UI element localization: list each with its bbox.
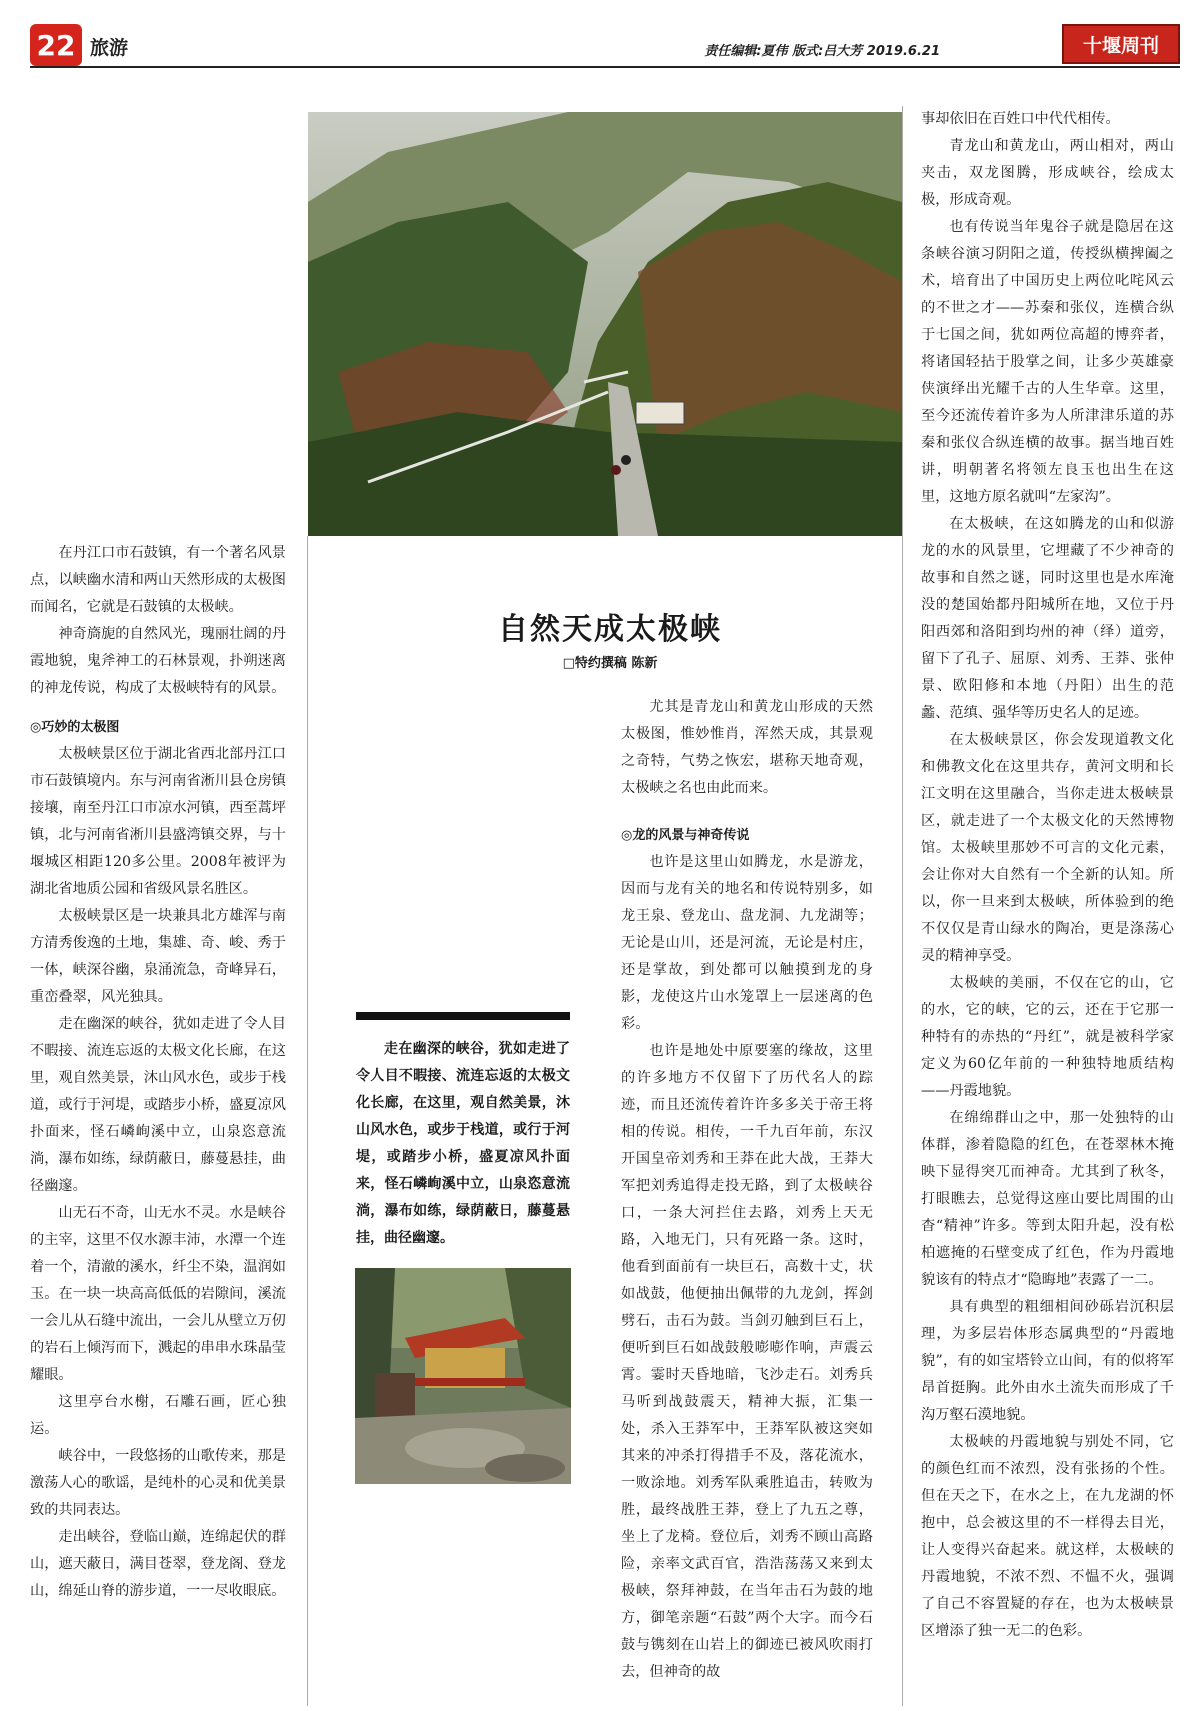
paragraph: 青龙山和黄龙山，两山相对，两山夹击，双龙图腾，形成峡谷，绘成太极，形成奇观。 [921, 138, 1174, 208]
paragraph: 也有传说当年鬼谷子就是隐居在这条峡谷演习阴阳之道，传授纵横捭阖之术，培育出了中国历史上两位叱咤风云的不世之才——苏秦和张仪，连横合纵于七国之间，犹如两位高超的博弈者，将诸国轻拈于股掌之间，让多少英雄豪侠演绎出光耀千古的人生华章。这里，至今还流传着许多为人所津津乐道的苏秦和张仪合纵连横的故事。据当地百姓讲，明朝著名将领左良玉也出生在这里，这地方原名就叫“左家沟”。 [921, 219, 1174, 505]
pull-quote-bar [356, 1012, 570, 1020]
paragraph: 太极峡的美丽，不仅在它的山，它的水，它的峡，它的云，还在于它那一种特有的赤热的“丹红”，就是被科学家定义为60亿年前的一种独特地质结构——丹霞地貌。 [921, 975, 1174, 1099]
paragraph: 在太极峡景区，你会发现道教文化和佛教文化在这里共存，黄河文明和长江文明在这里融合，当你走进太极峡景区，就走进了一个太极文化的天然博物馆。太极峡里那妙不可言的文化元素，会让你对大自然有一个全新的认知。所以，你一旦来到太极峡，所体验到的绝不仅仅是青山绿水的陶冶，更是涤荡心灵的精神享受。 [921, 732, 1174, 964]
column-divider [902, 106, 903, 1706]
paragraph: 神奇旖旎的自然风光，瑰丽壮阔的丹霞地貌，鬼斧神工的石林景观，扑朔迷离的神龙传说，构成了太极峡特有的风景。 [30, 626, 286, 696]
paragraph: 具有典型的粗细相间砂砾岩沉积层理，为多层岩体形态属典型的“丹霞地貌”，有的如宝塔铃立山间，有的似将军昂首挺胸。此外由水土流失而形成了千沟万壑石漠地貌。 [921, 1299, 1174, 1423]
subheading: ◎巧妙的太极图 [30, 720, 120, 735]
pull-quote: 走在幽深的峡谷，犹如走进了令人目不暇接、流连忘返的太极文化长廊，在这里，观自然美景，沐山风水色，或步于栈道，或行于河堤，或踏步小桥，盛夏凉风扑面来，怪石嶙峋溪中立，山泉恣意流淌，瀑布如练，绿荫蔽日，藤蔓悬挂，曲径幽邃。 [356, 1041, 570, 1246]
paragraph: 事却依旧在百姓口中代代相传。 [921, 111, 1120, 127]
masthead-logo: 十堰周刊 [1062, 24, 1180, 64]
article-column-4 [921, 106, 1174, 1645]
article-byline: □特约撰稿 陈新 [562, 656, 658, 671]
paragraph: 太极峡景区是一块兼具北方雄浑与南方清秀俊逸的土地，集雄、奇、峻、秀于一体，峡深谷幽，泉涌流急，奇峰异石，重峦叠翠，风光独具。 [30, 908, 286, 1005]
paragraph: 山无石不奇，山无水不灵。水是峡谷的主宰，这里不仅水源丰沛，水潭一个连着一个，清澈的溪水，纤尘不染，温润如玉。在一块一块高高低低的岩隙间，溪流一会儿从石缝中流出，一会儿从壁立万仞的岩石上倾泻而下，溅起的串串水珠晶莹耀眼。 [30, 1205, 286, 1383]
paragraph: 在太极峡，在这如腾龙的山和似游龙的水的风景里，它埋藏了不少神奇的故事和自然之谜，同时这里也是水库淹没的楚国始都丹阳城所在地，又位于丹阳西郊和洛阳到均州的神（绎）道旁，留下了孔子、屈原、刘秀、王莽、张仲景、欧阳修和本地（丹阳）出生的范蠡、范缜、强华等历史名人的足迹。 [921, 516, 1174, 721]
paragraph: 在绵绵群山之中，那一处独特的山体群，渗着隐隐的红色，在苍翠林木掩映下显得突兀而神奇。尤其到了秋冬，打眼瞧去，总觉得这座山要比周围的山杳“精神”许多。等到太阳升起，没有松柏遮掩的石壁变成了红色，作为丹霞地貌该有的特点才“隐晦地”表露了一二。 [921, 1110, 1174, 1288]
mountain-landscape-photo [308, 112, 902, 536]
paragraph: 在丹江口市石鼓镇，有一个著名风景点，以峡幽水清和两山天然形成的太极图而闻名，它就是石鼓镇的太极峡。 [30, 545, 286, 615]
paragraph: 太极峡的丹霞地貌与别处不同，它的颜色红而不浓烈，没有张扬的个性。但在天之下，在水之上，在九龙湖的怀抱中，总会被这里的不一样得去目光，让人变得兴奋起来。就这样，太极峡的丹霞地貌，不浓不烈、不愠不火，强调了自己不容置疑的存在，也为太极峡景区增添了独一无二的色彩。 [921, 1434, 1174, 1639]
paragraph: 峡谷中，一段悠扬的山歌传来，那是激荡人心的歌谣，是纯朴的心灵和优美景致的共同表达。 [30, 1448, 286, 1518]
column-divider [307, 536, 308, 1706]
subheading: ◎龙的风景与神奇传说 [621, 828, 750, 843]
page-number: 22 [30, 24, 82, 66]
paragraph: 走在幽深的峡谷，犹如走进了令人目不暇接、流连忘返的太极文化长廊，在这里，观自然美景，沐山风水色，或步于栈道，或行于河堤，或踏步小桥，盛夏凉风扑面来，怪石嶙峋溪中立，山泉恣意流淌，瀑布如练，绿荫蔽日，藤蔓悬挂，曲径幽邃。 [30, 1016, 286, 1194]
section-name: 旅游 [90, 37, 129, 59]
paragraph: 走出峡谷，登临山巅，连绵起伏的群山，遮天蔽日，满目苍翠，登龙阁、登龙山，绵延山脊的游步道，一一尽收眼底。 [30, 1529, 286, 1599]
header-rule [30, 66, 1180, 68]
pavilion-photo [355, 1268, 571, 1484]
page-header [30, 24, 1180, 68]
article-column-1 [30, 540, 286, 1605]
editor-credits: 责任编辑:夏伟 版式:吕大芳 2019.6.21 [704, 44, 940, 59]
paragraph: 也许是这里山如腾龙，水是游龙，因而与龙有关的地名和传说特别多，如龙王泉、登龙山、盘龙洞、九龙湖等；无论是山川，还是河流，无论是村庄，还是掌故，到处都可以触摸到龙的身影，龙使这片山水笼罩上一层迷离的色彩。 [621, 854, 873, 1032]
paragraph: 也许是地处中原要塞的缘故，这里的许多地方不仅留下了历代名人的踪迹，而且还流传着许许多多关于帝王将相的传说。相传，一千九百年前，东汉开国皇帝刘秀和王莽在此大战，王莽大军把刘秀追得走投无路，到了太极峡谷口，一条大河拦住去路，刘秀上天无路，入地无门，只有死路一条。这时，他看到面前有一块巨石，高数十丈，状如战鼓，他便抽出佩带的九龙剑，挥剑劈石，击石为鼓。当剑刃触到巨石上，便听到巨石如战鼓般嘭嘭作响，声震云霄。霎时天昏地暗，飞沙走石。刘秀兵马听到战鼓震天，精神大振，汇集一处，杀入王莽军中，王莽军队被这突如其来的冲杀打得措手不及，落花流水，一败涂地。刘秀军队乘胜追击，转败为胜，最终战胜王莽，登上了九五之尊，坐上了龙椅。登位后，刘秀不顾山高路险，亲率文武百官，浩浩荡荡又来到太极峡，祭拜神鼓，在当年击石为鼓的地方，御笔亲题“石鼓”两个大字。而今石鼓与镌刻在山岩上的御迹已被风吹雨打去，但神奇的故 [621, 1043, 873, 1680]
paragraph: 尤其是青龙山和黄龙山形成的天然太极图，惟妙惟肖，浑然天成，其景观之奇特，气势之恢宏，堪称天地奇观，太极峡之名也由此而来。 [621, 699, 873, 796]
paragraph: 太极峡景区位于湖北省西北部丹江口市石鼓镇境内。东与河南省淅川县仓房镇接壤，南至丹江口市凉水河镇，西至蒿坪镇，北与河南省淅川县盛湾镇交界，与十堰城区相距120多公里。2008年被评为湖北省地质公园和省级风景名胜区。 [30, 746, 286, 897]
article-column-3 [621, 694, 873, 1686]
article-title: 自然天成太极峡 [498, 612, 722, 647]
paragraph: 这里亭台水榭，石雕石画，匠心独运。 [30, 1394, 286, 1437]
